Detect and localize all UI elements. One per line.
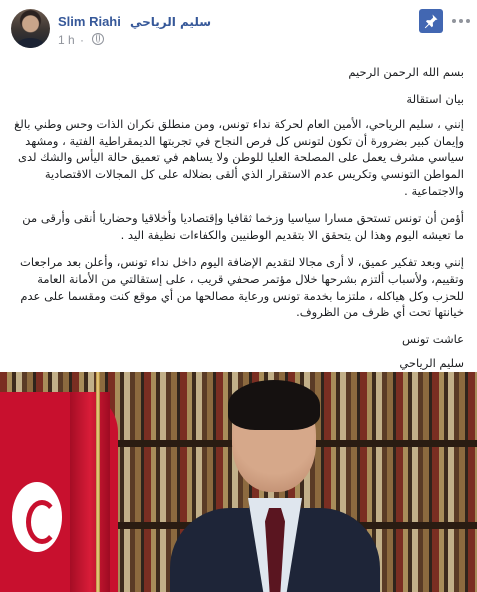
post-body [10, 60, 464, 372]
pin-button[interactable] [419, 9, 443, 33]
post-title: بيان استقالة [406, 91, 464, 106]
post-photo[interactable] [0, 372, 477, 592]
post-paragraph: إنني ، سليم الرياحي، الأمين العام لحركة نداء تونس، ومن منطلق نكران الذات وحس وطني بالغ وإيمان كبير بضرورة أن تكون لتونس كل فرص النجاح في تجربتها الديمقراطية الفتية ، ومشهد سياسي مشرف يعمل على المصلحة العليا للوطن ولا يساهم في تعميق حالة اليأس والشك لدى المواطن التونسي وتكريس عدم الاستقرار الذي ألقى بضلاله على كل المجالات الاقتصادية والاجتماعية . [14, 117, 464, 198]
globe-icon[interactable] [92, 33, 104, 45]
post-meta: 1 h · [58, 33, 104, 47]
more-options-button[interactable] [452, 9, 472, 31]
post-timestamp[interactable]: 1 h [58, 33, 75, 47]
author-name-link[interactable]: Slim Riahi [58, 14, 121, 29]
author-name-row [58, 11, 211, 27]
author-name-arabic[interactable]: سليم الرياحي [129, 15, 212, 29]
post-signature: سليم الرياحي [399, 356, 464, 371]
portrait-figure [170, 380, 380, 592]
flag-pole [96, 372, 100, 592]
post-header [0, 0, 477, 60]
post-paragraph: أؤمن أن تونس تستحق مسارا سياسيا وزخما ثقافيا وإقتصاديا وأخلاقيا وحضاريا أنقى وأرقى من ما تعيشه اليوم وهذا لن يتحقق الا بتقديم الوطنيين والكفاءات نظيفة اليد . [22, 211, 464, 242]
post-closing: عاشت تونس [402, 331, 464, 346]
avatar[interactable] [11, 9, 50, 48]
post-paragraph: إنني وبعد تفكير عميق، لا أرى مجالا لتقديم الإضافة اليوم داخل نداء تونس، وأعلن بعد مراجعات وتقييم، ولأسباب ألتزم بشرحها خلال مؤتمر صحفي قريب ، على إستقالتي من الأمانة العامة للحزب وكل هياكله ، ملتزما بخدمة تونس ورعاية مصالحها من أي موقع كنت ومقسما على عدم خيانتها تحت أي ظرف من الظروف. [20, 255, 464, 320]
post-basmala: بسم الله الرحمن الرحيم [348, 65, 464, 79]
pin-icon [423, 13, 439, 29]
